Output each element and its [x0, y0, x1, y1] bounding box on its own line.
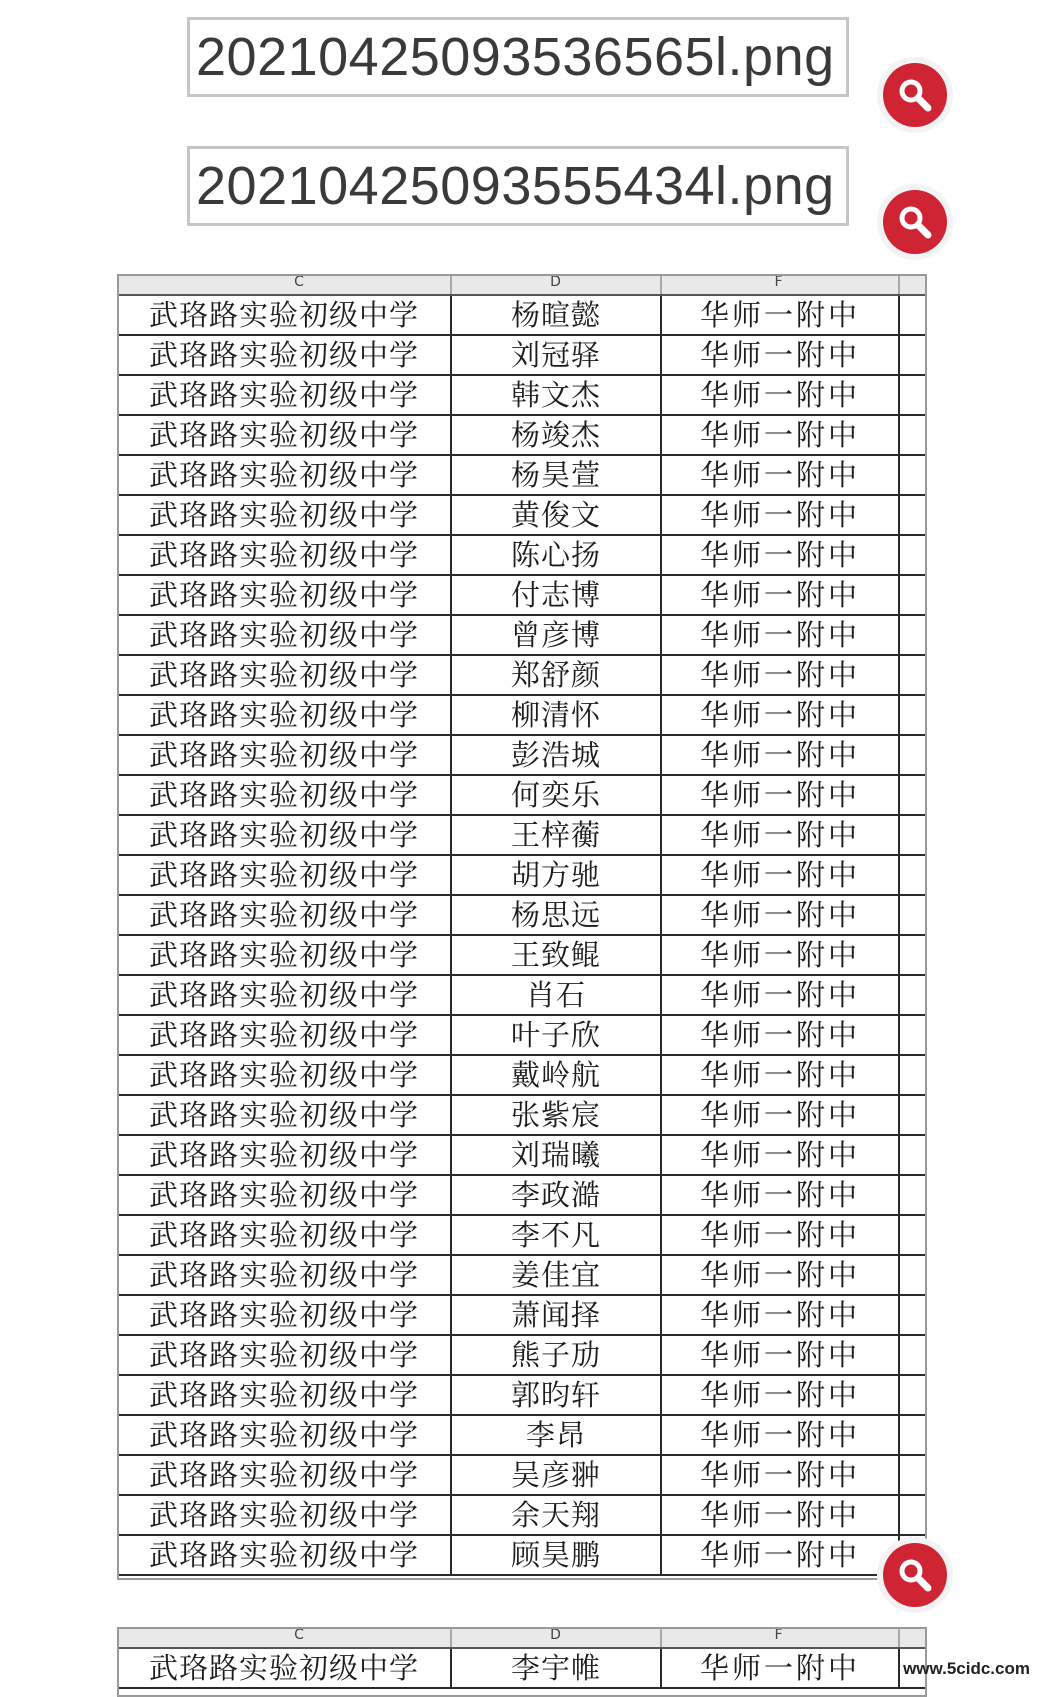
table-row	[119, 496, 925, 536]
admitted-school-cell: 华师一附中	[662, 296, 900, 334]
student-name-cell: 何奕乐	[452, 776, 662, 814]
admitted-school-cell: 华师一附中	[662, 1176, 900, 1214]
magnifier-icon	[897, 204, 933, 240]
school-cell: 武珞路实验初级中学	[119, 656, 452, 694]
school-cell: 武珞路实验初级中学	[119, 496, 452, 534]
empty-cell	[900, 1496, 925, 1534]
column-header-d: D	[452, 1629, 662, 1647]
admitted-school-cell: 华师一附中	[662, 1296, 900, 1334]
student-name-cell: 熊子劢	[452, 1336, 662, 1374]
school-cell: 武珞路实验初级中学	[119, 896, 452, 934]
admitted-school-cell: 华师一附中	[662, 1216, 900, 1254]
school-cell: 武珞路实验初级中学	[119, 376, 452, 414]
table-row	[119, 1376, 925, 1416]
school-cell: 武珞路实验初级中学	[119, 1416, 452, 1454]
empty-cell	[900, 1456, 925, 1494]
table-row	[119, 1096, 925, 1136]
student-name-cell: 李宇帷	[452, 1649, 662, 1687]
student-name-cell: 郭昀轩	[452, 1376, 662, 1414]
table-row	[119, 856, 925, 896]
empty-cell	[900, 536, 925, 574]
student-name-cell: 胡方驰	[452, 856, 662, 894]
empty-cell	[900, 1096, 925, 1134]
admitted-school-cell: 华师一附中	[662, 856, 900, 894]
empty-cell	[900, 1136, 925, 1174]
admitted-school-cell: 华师一附中	[662, 1256, 900, 1294]
student-name-cell: 李不凡	[452, 1216, 662, 1254]
school-cell: 武珞路实验初级中学	[119, 336, 452, 374]
empty-cell	[900, 1016, 925, 1054]
table-row	[119, 1056, 925, 1096]
column-header-blank	[900, 276, 925, 294]
student-name-cell: 叶子欣	[452, 1016, 662, 1054]
table-row	[119, 1136, 925, 1176]
school-cell: 武珞路实验初级中学	[119, 1016, 452, 1054]
empty-cell	[900, 936, 925, 974]
admitted-school-cell: 华师一附中	[662, 896, 900, 934]
empty-cell	[900, 1176, 925, 1214]
empty-cell	[900, 336, 925, 374]
admitted-school-cell: 华师一附中	[662, 696, 900, 734]
empty-cell	[900, 576, 925, 614]
student-name-cell: 刘瑞曦	[452, 1136, 662, 1174]
admitted-school-cell: 华师一附中	[662, 656, 900, 694]
magnifier-icon	[897, 77, 933, 113]
school-cell: 武珞路实验初级中学	[119, 1216, 452, 1254]
admitted-school-cell: 华师一附中	[662, 616, 900, 654]
admitted-school-cell: 华师一附中	[662, 736, 900, 774]
table-row	[119, 1016, 925, 1056]
admitted-school-cell: 华师一附中	[662, 976, 900, 1014]
admitted-school-cell: 华师一附中	[662, 1416, 900, 1454]
school-cell: 武珞路实验初级中学	[119, 416, 452, 454]
table-row	[119, 1296, 925, 1336]
school-cell: 武珞路实验初级中学	[119, 456, 452, 494]
column-header-row	[119, 1629, 925, 1649]
school-cell: 武珞路实验初级中学	[119, 1376, 452, 1414]
table-row	[119, 896, 925, 936]
admitted-school-cell: 华师一附中	[662, 1336, 900, 1374]
student-name-cell: 姜佳宜	[452, 1256, 662, 1294]
file-name-1-text: 20210425093536565l.png	[196, 27, 835, 87]
school-cell: 武珞路实验初级中学	[119, 536, 452, 574]
column-header-d: D	[452, 276, 662, 294]
school-cell: 武珞路实验初级中学	[119, 576, 452, 614]
empty-cell	[900, 776, 925, 814]
student-name-cell: 杨竣杰	[452, 416, 662, 454]
table-row	[119, 816, 925, 856]
table-row	[119, 936, 925, 976]
admitted-school-cell: 华师一附中	[662, 1536, 900, 1574]
student-name-cell: 余天翔	[452, 1496, 662, 1534]
column-header-c: C	[119, 276, 452, 294]
admitted-school-cell: 华师一附中	[662, 376, 900, 414]
student-name-cell: 黄俊文	[452, 496, 662, 534]
table-row	[119, 416, 925, 456]
admitted-school-cell: 华师一附中	[662, 536, 900, 574]
student-name-cell: 李昂	[452, 1416, 662, 1454]
student-name-cell: 萧闻择	[452, 1296, 662, 1334]
table-row	[119, 576, 925, 616]
student-name-cell: 陈心扬	[452, 536, 662, 574]
empty-cell	[900, 1216, 925, 1254]
table-row	[119, 456, 925, 496]
student-name-cell: 李政澔	[452, 1176, 662, 1214]
admitted-school-cell: 华师一附中	[662, 1456, 900, 1494]
spreadsheet-image-1	[117, 274, 927, 1580]
file-name-2-text: 20210425093555434l.png	[196, 156, 835, 216]
file-name-2	[187, 146, 849, 226]
table-row	[119, 336, 925, 376]
student-name-cell: 曾彦博	[452, 616, 662, 654]
student-name-cell: 王致鲲	[452, 936, 662, 974]
student-name-cell: 刘冠驿	[452, 336, 662, 374]
empty-cell	[900, 456, 925, 494]
student-name-cell: 戴岭航	[452, 1056, 662, 1094]
school-cell: 武珞路实验初级中学	[119, 1649, 452, 1687]
table-row	[119, 296, 925, 336]
empty-cell	[900, 496, 925, 534]
column-header-row	[119, 276, 925, 296]
zoom-button-2[interactable]	[883, 190, 947, 254]
school-cell: 武珞路实验初级中学	[119, 856, 452, 894]
school-cell: 武珞路实验初级中学	[119, 976, 452, 1014]
student-name-cell: 王梓蘅	[452, 816, 662, 854]
school-cell: 武珞路实验初级中学	[119, 1336, 452, 1374]
empty-cell	[900, 656, 925, 694]
student-name-cell: 韩文杰	[452, 376, 662, 414]
column-header-f: F	[662, 276, 900, 294]
table-row	[119, 1536, 925, 1576]
admitted-school-cell: 华师一附中	[662, 1649, 900, 1687]
admitted-school-cell: 华师一附中	[662, 936, 900, 974]
table-row	[119, 1649, 925, 1689]
empty-cell	[900, 896, 925, 934]
school-cell: 武珞路实验初级中学	[119, 736, 452, 774]
student-name-cell: 杨暄懿	[452, 296, 662, 334]
student-name-cell: 杨思远	[452, 896, 662, 934]
student-name-cell: 张紫宸	[452, 1096, 662, 1134]
table-row	[119, 1336, 925, 1376]
student-name-cell: 付志博	[452, 576, 662, 614]
table-row	[119, 656, 925, 696]
school-cell: 武珞路实验初级中学	[119, 1096, 452, 1134]
empty-cell	[900, 296, 925, 334]
spreadsheet-image-2	[117, 1627, 927, 1697]
empty-cell	[900, 376, 925, 414]
student-name-cell: 郑舒颜	[452, 656, 662, 694]
table-body	[119, 1649, 925, 1689]
empty-cell	[900, 616, 925, 654]
table-row	[119, 976, 925, 1016]
column-header-f: F	[662, 1629, 900, 1647]
student-name-cell: 顾昊鹏	[452, 1536, 662, 1574]
table-row	[119, 376, 925, 416]
admitted-school-cell: 华师一附中	[662, 416, 900, 454]
file-name-1	[187, 17, 849, 97]
column-header-blank	[900, 1629, 925, 1647]
table-row	[119, 1496, 925, 1536]
zoom-button-3[interactable]	[883, 1543, 947, 1607]
empty-cell	[900, 1336, 925, 1374]
column-header-c: C	[119, 1629, 452, 1647]
admitted-school-cell: 华师一附中	[662, 1016, 900, 1054]
empty-cell	[900, 696, 925, 734]
empty-cell	[900, 816, 925, 854]
admitted-school-cell: 华师一附中	[662, 1136, 900, 1174]
empty-cell	[900, 1416, 925, 1454]
admitted-school-cell: 华师一附中	[662, 576, 900, 614]
school-cell: 武珞路实验初级中学	[119, 696, 452, 734]
empty-cell	[900, 976, 925, 1014]
school-cell: 武珞路实验初级中学	[119, 1296, 452, 1334]
student-name-cell: 吴彦翀	[452, 1456, 662, 1494]
school-cell: 武珞路实验初级中学	[119, 1496, 452, 1534]
empty-cell	[900, 1296, 925, 1334]
table-row	[119, 1416, 925, 1456]
table-row	[119, 776, 925, 816]
school-cell: 武珞路实验初级中学	[119, 1176, 452, 1214]
table-body	[119, 296, 925, 1576]
student-name-cell: 杨昊萱	[452, 456, 662, 494]
table-row	[119, 696, 925, 736]
table-row	[119, 616, 925, 656]
school-cell: 武珞路实验初级中学	[119, 816, 452, 854]
school-cell: 武珞路实验初级中学	[119, 1256, 452, 1294]
school-cell: 武珞路实验初级中学	[119, 1056, 452, 1094]
empty-cell	[900, 1256, 925, 1294]
empty-cell	[900, 736, 925, 774]
admitted-school-cell: 华师一附中	[662, 1096, 900, 1134]
school-cell: 武珞路实验初级中学	[119, 1136, 452, 1174]
admitted-school-cell: 华师一附中	[662, 336, 900, 374]
watermark-text: www.5cidc.com	[903, 1659, 1030, 1678]
admitted-school-cell: 华师一附中	[662, 1056, 900, 1094]
student-name-cell: 彭浩城	[452, 736, 662, 774]
school-cell: 武珞路实验初级中学	[119, 296, 452, 334]
table-row	[119, 1456, 925, 1496]
admitted-school-cell: 华师一附中	[662, 776, 900, 814]
empty-cell	[900, 856, 925, 894]
student-name-cell: 肖石	[452, 976, 662, 1014]
admitted-school-cell: 华师一附中	[662, 1496, 900, 1534]
school-cell: 武珞路实验初级中学	[119, 776, 452, 814]
empty-cell	[900, 1056, 925, 1094]
school-cell: 武珞路实验初级中学	[119, 936, 452, 974]
student-name-cell: 柳清怀	[452, 696, 662, 734]
admitted-school-cell: 华师一附中	[662, 496, 900, 534]
admitted-school-cell: 华师一附中	[662, 1376, 900, 1414]
school-cell: 武珞路实验初级中学	[119, 1456, 452, 1494]
admitted-school-cell: 华师一附中	[662, 816, 900, 854]
table-row	[119, 1216, 925, 1256]
admitted-school-cell: 华师一附中	[662, 456, 900, 494]
zoom-button-1[interactable]	[883, 63, 947, 127]
table-row	[119, 736, 925, 776]
table-row	[119, 536, 925, 576]
table-row	[119, 1256, 925, 1296]
magnifier-icon	[897, 1557, 933, 1593]
school-cell: 武珞路实验初级中学	[119, 1536, 452, 1574]
school-cell: 武珞路实验初级中学	[119, 616, 452, 654]
empty-cell	[900, 1376, 925, 1414]
table-row	[119, 1176, 925, 1216]
empty-cell	[900, 416, 925, 454]
